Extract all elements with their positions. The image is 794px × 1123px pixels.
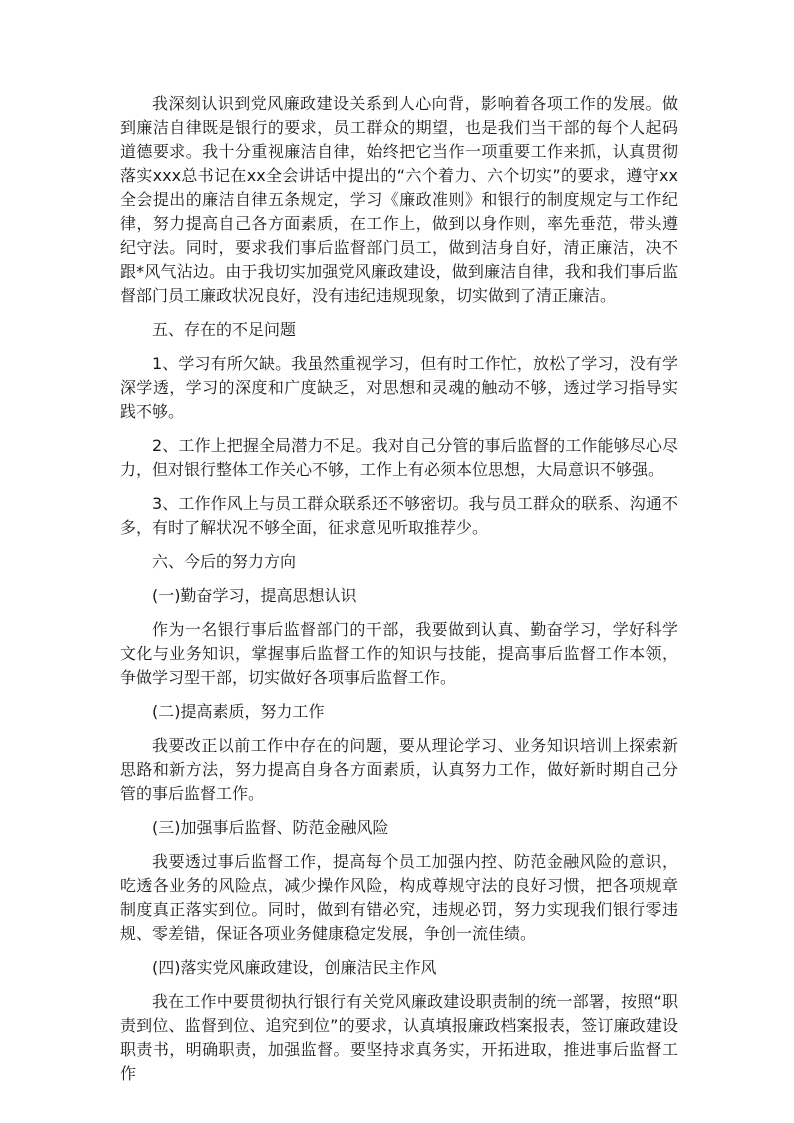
paragraph-quality: 我要改正以前工作中存在的问题，要从理论学习、业务知识培训上探索新思路和新方法，努力提高自身各方面素质，认真努力工作，做好新时期自己分管的事后监督工作。 [120, 736, 678, 803]
paragraph-shortcoming-1: 1、学习有所欠缺。我虽然重视学习，但有时工作忙，放松了学习，没有学深学透，学习的深度和广度缺乏，对思想和灵魂的触动不够，透过学习指导实践不够。 [120, 354, 678, 421]
subheading-anticorruption: (四)落实党风廉政建设，创廉洁民主作风 [152, 958, 437, 977]
paragraph-study: 作为一名银行事后监督部门的干部，我要做到认真、勤奋学习，学好科学文化与业务知识，掌握事后监督工作的知识与技能，提高事后监督工作本领，争做学习型干部，切实做好各项事后监督工作。 [120, 620, 678, 687]
paragraph-shortcoming-2: 2、工作上把握全局潜力不足。我对自己分管的事后监督的工作能够尽心尽力，但对银行整体工作关心不够，工作上有必须本位思想，大局意识不够强。 [120, 436, 678, 479]
subheading-study: (一)勤奋学习，提高思想认识 [152, 586, 357, 605]
subheading-quality: (二)提高素质，努力工作 [152, 702, 325, 721]
heading-shortcomings: 五、存在的不足问题 [152, 320, 297, 339]
paragraph-integrity: 我深刻认识到党风廉政建设关系到人心向背，影响着各项工作的发展。做到廉洁自律既是银行的要求，员工群众的期望，也是我们当干部的每个人起码道德要求。我十分重视廉洁自律，始终把它当作一项重要工作来抓，认真贯彻落实xxx总书记在xx全会讲话中提出的“六个着力、六个切实”的要求，遵守xx全会提出的廉洁自律五条规定，学习《廉政准则》和银行的制度规定与工作纪律，努力提高自己各方面素质，在工作上，做到以身作则，率先垂范，带头遵纪守法。同时，要求我们事后监督部门员工，做到洁身自好，清正廉洁，决不跟*风气沾边。由于我切实加强党风廉政建设，做到廉洁自律，我和我们事后监督部门员工廉政状况良好，没有违纪违规现象，切实做到了清正廉洁。 [120, 94, 678, 305]
document-body [120, 92, 678, 1096]
paragraph-anticorruption: 我在工作中要贯彻执行银行有关党风廉政建设职责制的统一部署，按照“职责到位、监督到位、追究到位”的要求，认真填报廉政档案报表，签订廉政建设职责书，明确职责，加强监督。要坚持求真务实，开拓进取，推进事后监督工作 [120, 992, 678, 1083]
heading-future-direction: 六、今后的努力方向 [152, 552, 297, 571]
paragraph-shortcoming-3: 3、工作作风上与员工群众联系还不够密切。我与员工群众的联系、沟通不多，有时了解状况不够全面，征求意见听取推荐少。 [120, 494, 678, 537]
paragraph-supervision: 我要透过事后监督工作，提高每个员工加强内控、防范金融风险的意识，吃透各业务的风险点，减少操作风险，构成尊规守法的良好习惯，把各项规章制度真正落实到位。同时，做到有错必究，违规必罚，努力实现我们银行零违规、零差错，保证各项业务健康稳定发展，争创一流佳绩。 [120, 852, 678, 943]
subheading-supervision: (三)加强事后监督、防范金融风险 [152, 818, 389, 837]
